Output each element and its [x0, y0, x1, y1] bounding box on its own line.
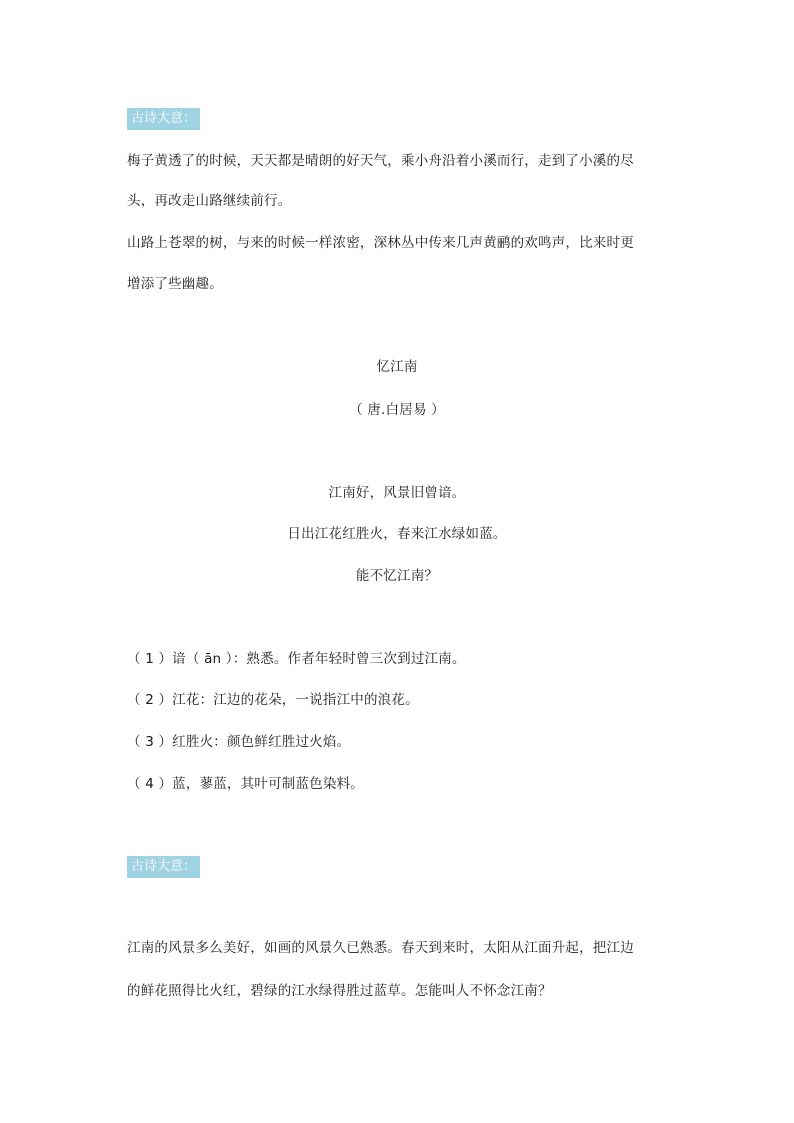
section2-line-2: 的鲜花照得比火红，碧绿的江水绿得胜过蓝草。怎能叫人不怀念江南？: [127, 983, 552, 999]
poem-author: （ 唐.白居易 ）: [349, 402, 445, 418]
poem-line-3: 能不忆江南？: [355, 568, 439, 584]
note-2: （ 2 ）江花：江边的花朵，一说指江中的浪花。: [127, 692, 419, 708]
note-4: （ 4 ）蓝，蓼蓝，其叶可制蓝色染料。: [127, 776, 364, 792]
poem-line-2: 日出江花红胜火，春来江水绿如蓝。: [287, 526, 507, 542]
note-1: （ 1 ）谙（ ān ）：熟悉。作者年轻时曾三次到过江南。: [127, 651, 466, 667]
section1-line-4: 增添了些幽趣。: [127, 276, 223, 292]
poem-line-1: 江南好，风景旧曾谙。: [328, 485, 466, 501]
section2-tag: 古诗大意：: [127, 856, 200, 878]
section2-line-1: 江南的风景多么美好，如画的风景久已熟悉。春天到来时，太阳从江面升起，把江边: [127, 940, 634, 956]
section1-line-3: 山路上苍翠的树，与来的时候一样浓密，深林丛中传来几声黄鹂的欢鸣声，比来时更: [127, 235, 634, 251]
section1-tag: 古诗大意：: [127, 108, 200, 130]
section1-line-2: 头，再改走山路继续前行。: [127, 193, 292, 209]
section1-line-1: 梅子黄透了的时候，天天都是晴朗的好天气，乘小舟沿着小溪而行，走到了小溪的尽: [127, 153, 634, 169]
poem-title: 忆江南: [376, 359, 418, 375]
note-3: （ 3 ）红胜火：颜色鲜红胜过火焰。: [127, 734, 351, 750]
